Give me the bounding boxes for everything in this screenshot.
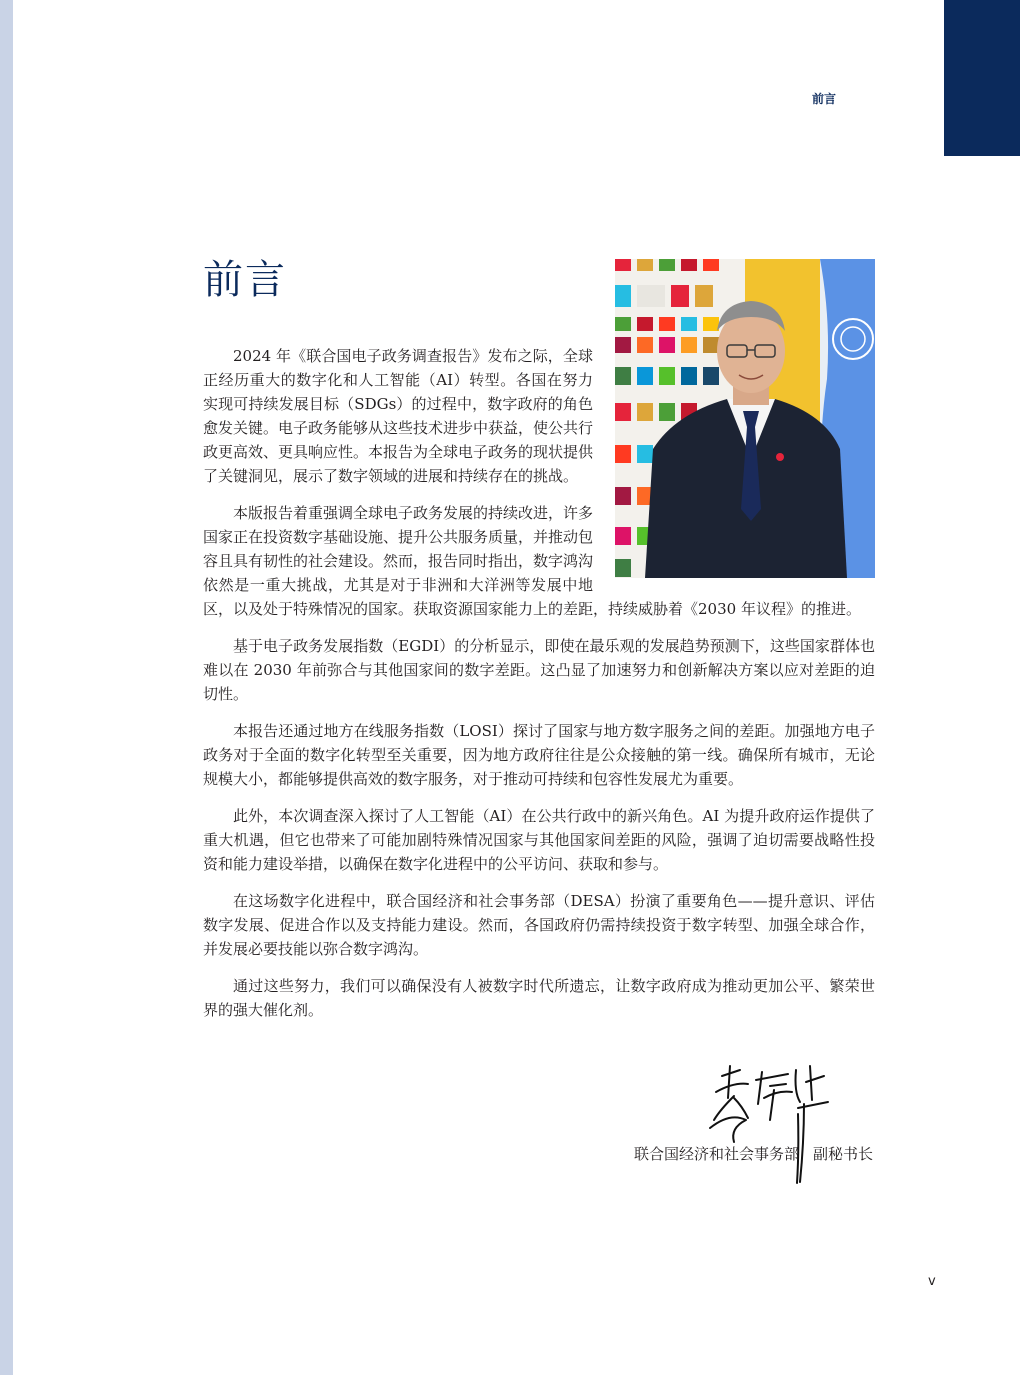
left-margin-strip xyxy=(0,0,13,1375)
paragraph: 在这场数字化进程中，联合国经济和社会事务部（DESA）扮演了重要角色——提升意识、评估数字发展、促进合作以及支持能力建设。然而，各国政府仍需持续投资于数字转型、加强全球合作，并发展必要技能以弥合数字鸿沟。 xyxy=(203,892,875,958)
signoff xyxy=(634,1143,873,1164)
paragraph: 本版报告着重强调全球电子政务发展的持续改进，许多国家正在投资数字基础设施、提升公共服务质量，并推动包容且具有韧性的社会建设。然而，报告同时指出，数字鸿沟依然是一重大挑战，尤其是对于非洲和大洋洲等发展中地区，以及处于特殊情况的国家。获取资源国家能力上的差距，持续威胁着《2030 年议程》的推进。 xyxy=(203,504,861,618)
running-head: 前言 xyxy=(812,92,837,106)
paragraph: 本报告还通过地方在线服务指数（LOSI）探讨了国家与地方数字服务之间的差距。加强地方电子政务对于全面的数字化转型至关重要，因为地方政府往往是公众接触的第一线。确保所有城市，无论规模大小，都能够提供高效的数字服务，对于推动可持续和包容性发展尤为重要。 xyxy=(203,722,875,788)
paragraph: 通过这些努力，我们可以确保没有人被数字时代所遗忘，让数字政府成为推动更加公平、繁荣世界的强大催化剂。 xyxy=(203,977,875,1019)
page-title: 前言 xyxy=(203,257,287,303)
body-text xyxy=(203,344,875,1035)
paragraph: 此外，本次调查深入探讨了人工智能（AI）在公共行政中的新兴角色。AI 为提升政府运作提供了重大机遇，但它也带来了可能加剧特殊情况国家与其他国家间差距的风险，强调了迫切需要战略性投资和能力建设举措，以确保在数字化进程中的公平访问、获取和参与。 xyxy=(203,807,875,873)
paragraph: 基于电子政务发展指数（EGDI）的分析显示，即使在最乐观的发展趋势预测下，这些国家群体也难以在 2030 年前弥合与其他国家间的数字差距。这凸显了加速努力和创新解决方案以应对差距的迫切性。 xyxy=(203,637,875,703)
signoff-organization: 联合国经济和社会事务部 xyxy=(633,1145,799,1163)
handwritten-signature xyxy=(700,1062,830,1184)
page-number: v xyxy=(928,1274,936,1289)
signoff-position: 副秘书长 xyxy=(812,1145,873,1163)
chapter-tab xyxy=(944,0,1020,156)
paragraph: 2024 年《联合国电子政务调查报告》发布之际，全球正经历重大的数字化和人工智能（AI）转型。各国在努力实现可持续发展目标（SDGs）的过程中，数字政府的角色愈发关键。电子政务能够从这些技术进步中获益，使公共行政更高效、更具响应性。本报告为全球电子政务的现状提供了关键洞见，展示了数字领域的进展和持续存在的挑战。 xyxy=(203,347,594,485)
